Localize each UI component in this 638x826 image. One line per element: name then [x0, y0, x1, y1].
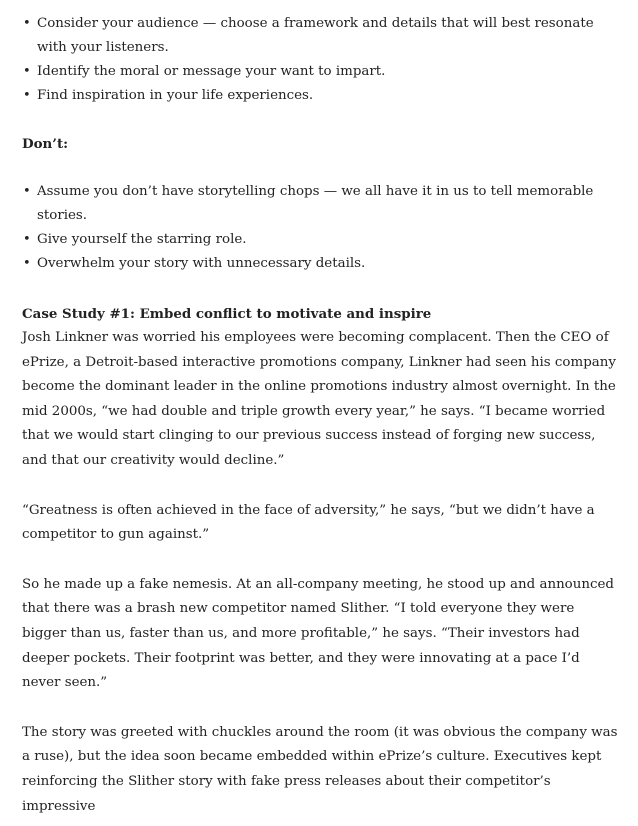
list-item: • Give yourself the starring role.: [22, 228, 622, 252]
bullet-icon: •: [23, 64, 31, 79]
bullet-icon: •: [23, 256, 31, 271]
dont-list: [22, 180, 622, 276]
bullet-icon: •: [23, 88, 31, 103]
bullet-icon: •: [23, 184, 31, 199]
paragraph: So he made up a fake nemesis. At an all-company meeting, he stood up and announced that there was a brash new competitor named Slither. “I told everyone they were bigger than us, faster than us, and more profitable,” he says. “Their investors had deeper pockets. Their footprint was better, and they were innovating at a pace I’d never seen.”: [22, 576, 614, 691]
document-page: [22, 12, 622, 819]
paragraph: The story was greeted with chuckles around the room (it was obvious the company was a ruse), but the idea soon became embedded within ePrize’s culture. Executives kept reinforcing the Slither story with fake press releases about their competitor’s impressive: [22, 724, 618, 814]
list-item: • Identify the moral or message your want to impart.: [22, 60, 622, 84]
list-item: • Consider your audience — choose a framework and details that will best resonate with your listeners.: [22, 12, 622, 60]
do-list: [22, 12, 622, 108]
list-item: • Assume you don’t have storytelling chops — we all have it in us to tell memorable stories.: [22, 180, 622, 228]
case-study-heading: Case Study #1: Embed conflict to motivate and inspire: [22, 306, 432, 322]
bullet-icon: •: [23, 232, 31, 247]
paragraph: Josh Linkner was worried his employees were becoming complacent. Then the CEO of ePrize, a Detroit-based interactive promotions company, Linkner had seen his company become the dominant leader in the online promotions industry almost overnight. In the mid 2000s, “we had double and triple growth every year,” he says. “I became worried that we would start clinging to our previous success instead of forging new success, and that our creativity would decline.”: [22, 330, 616, 468]
paragraph: “Greatness is often achieved in the face of adversity,” he says, “but we didn’t have a competitor to gun against.”: [22, 502, 595, 543]
bullet-icon: •: [23, 16, 31, 31]
dont-label: Don’t:: [22, 136, 69, 152]
list-item: • Find inspiration in your life experiences.: [22, 84, 622, 108]
list-item: • Overwhelm your story with unnecessary details.: [22, 252, 622, 276]
